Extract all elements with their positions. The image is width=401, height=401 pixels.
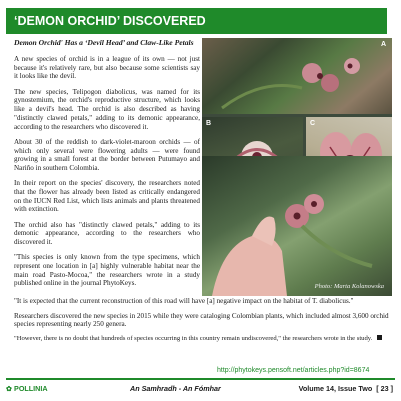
article-subtitle: Demon Orchid' Has a ‘Devil Head’ and Claw-Like Petals (14, 38, 194, 47)
paragraph: A new species of orchid is in a league of its own — not just because it's relatively rare, but also because some scientists say it looks like the devil. (14, 55, 200, 81)
page-footer (6, 378, 395, 396)
article-body (14, 55, 200, 295)
photo-a (202, 38, 392, 114)
source-link[interactable]: http://phytokeys.pensoft.net/articles.php?id=8674 (217, 367, 370, 374)
closing-quote (14, 335, 392, 344)
paragraph: "This species is only known from the type specimens, which represent one location in [a] highly vulnerable habitat near the main road Pasto-Mocoa," the researchers wrote in a study published online in the journal PhytoKeys. (14, 253, 200, 288)
article-continued (14, 297, 392, 350)
volume-page (299, 384, 393, 393)
orchid-photo-collage (202, 38, 392, 296)
photo-label-a: A (380, 41, 386, 48)
paragraph: "It is expected that the current reconstruction of this road will have [a] negative impact on the habitat of T. diabolicus." (14, 297, 354, 305)
photo-label-b: B (206, 120, 212, 127)
photo-label-c: C (310, 120, 316, 127)
volume-issue: Volume 14, Issue Two (298, 384, 373, 393)
orchid-flower-a (202, 38, 392, 114)
photo-d (202, 156, 392, 296)
paragraph: About 30 of the reddish to dark-violet-maroon orchids — of which only several were flowering adults — were found growing in a small forest at the border between Putumayo and Nariño in southern Colombia. (14, 137, 200, 172)
paragraph: The orchid also has "distinctly clawed petals," adding to its demonic appearance, according to the researchers who discovered it. (14, 220, 200, 247)
hand-holding-orchid (202, 156, 392, 296)
magazine-name: An Samhradh - An Fómhar (130, 384, 221, 393)
end-mark-icon (377, 335, 382, 340)
page-number: [ 23 ] (376, 384, 393, 393)
paragraph: Researchers discovered the new species in 2015 while they were cataloging Colombian plants, which included almost 3,600 orchid species representing nearly 250 genera. (14, 311, 389, 329)
article-title-banner: ‘DEMON ORCHID’ DISCOVERED (6, 8, 387, 34)
closing-quote-text: "However, there is no doubt that hundreds of species occurring in this country remain undiscovered," the researchers wrote in the study. (14, 335, 373, 343)
photo-credit: Photo: Marta Kolanowska (314, 283, 384, 290)
pollinia-logo: ✿ POLLINIA (6, 384, 48, 393)
paragraph: In their report on the species' discovery, the researchers noted that the flower has already been listed as critically endangered on the IUCN Red List, which lists animals and plants threatened with extinction. (14, 179, 200, 214)
paragraph: The new species, Telipogon diabolicus, was named for its gynostemium, the orchid's reproductive structure, which looks like a devil's head. The orchid is also described as having "distinctly clawed petals," adding to its demonic appearance, according to the researchers who discovered it. (14, 87, 200, 131)
